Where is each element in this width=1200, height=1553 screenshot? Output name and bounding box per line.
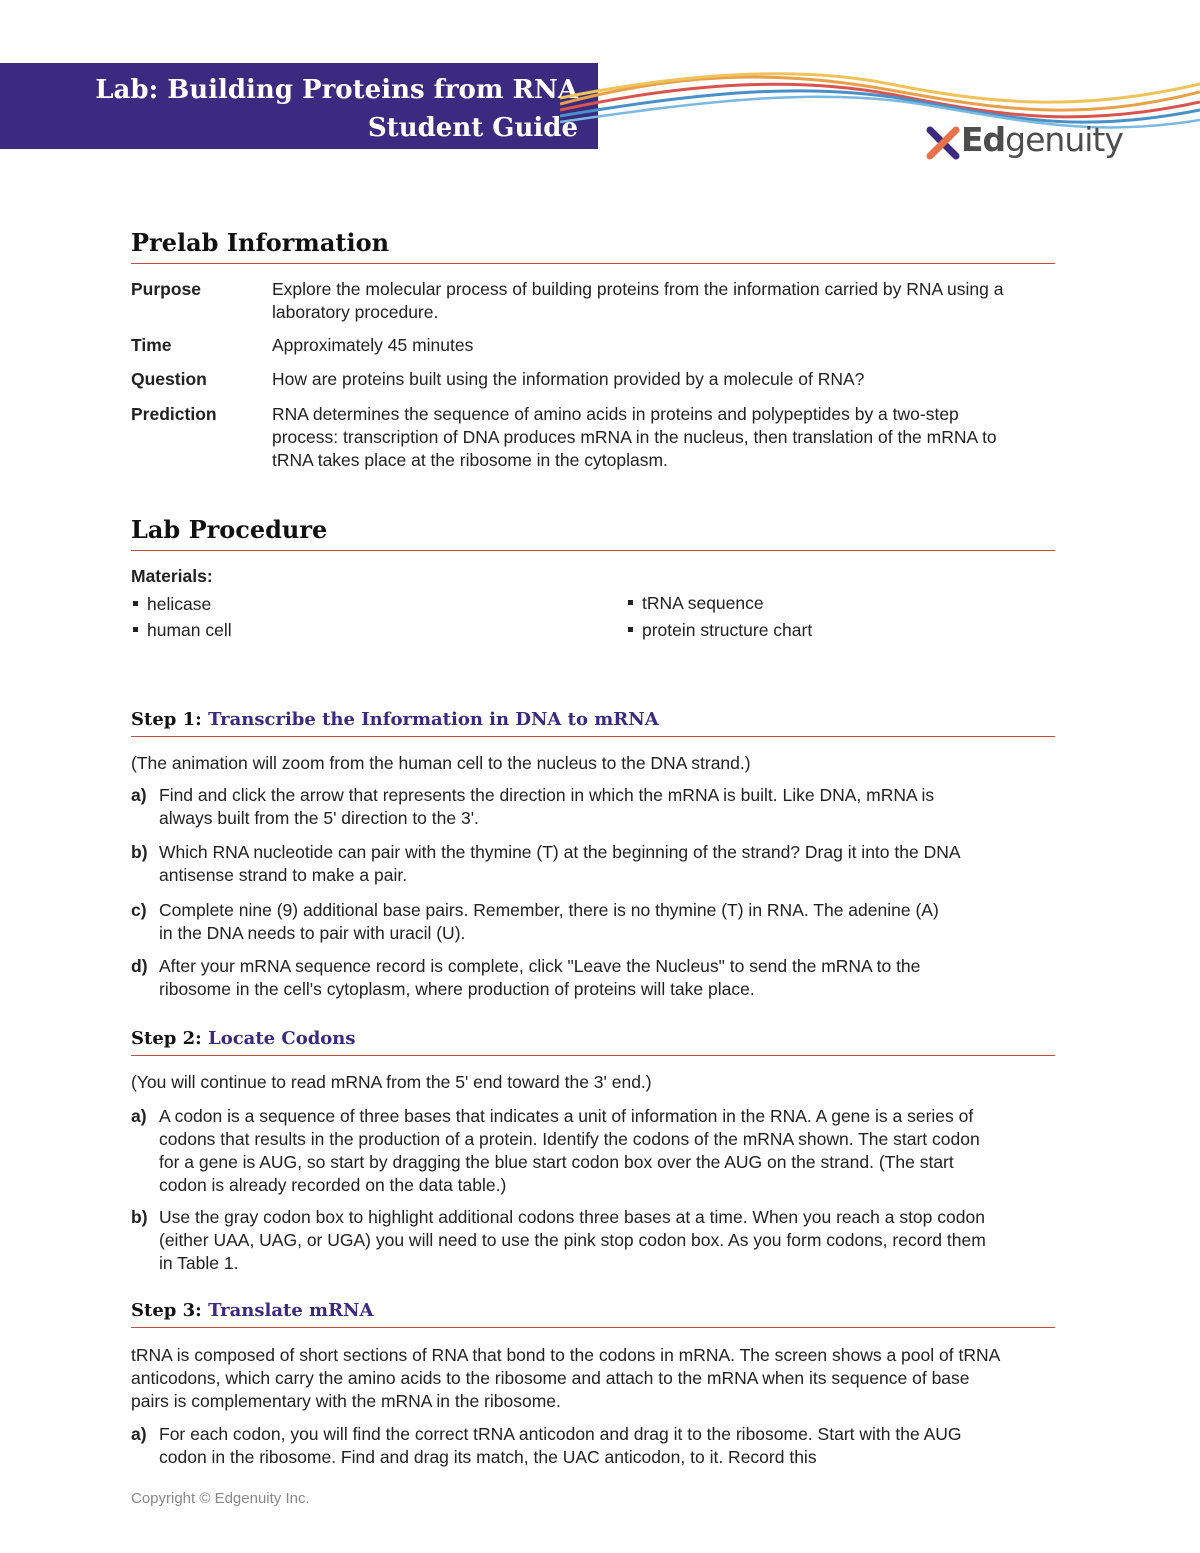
edgenuity-logo (926, 120, 1123, 160)
step-prefix: Step 2: (131, 1028, 209, 1049)
item-letter: a) (131, 785, 147, 805)
prelab-label: Prediction (131, 404, 217, 424)
material-item: protein structure chart (626, 619, 812, 642)
logo-text-ed: Ed (961, 120, 1006, 159)
prelab-label: Purpose (131, 279, 202, 299)
step-1-heading (131, 709, 1055, 737)
prelab-value: Explore the molecular process of building proteins from the information carried by RNA using a laboratory procedure. (272, 279, 1004, 322)
item-text: A codon is a sequence of three bases that indicates a unit of information in the RNA. A gene is a series of codons that results in the production of a protein. Identify the codons of the mRNA shown. The start codon for a gene is AUG, so start by dragging the blue start codon box over the AUG on the strand. (The start codon is already recorded on the data table.) (159, 1106, 980, 1195)
step-title: Locate Codons (208, 1028, 356, 1049)
item-text: After your mRNA sequence record is complete, click "Leave the Nucleus" to send the mRNA to the ribosome in the cell's cytoplasm, where production of proteins will take place. (159, 956, 921, 999)
step-3-intro: tRNA is composed of short sections of RNA that bond to the codons in mRNA. The screen shows a pool of tRNA anticodons, which carry the amino acids to the ribosome and attach to the mRNA when its sequence of base pairs is complementary with the mRNA in the ribosome. (131, 1345, 1000, 1411)
item-text: Which RNA nucleotide can pair with the thymine (T) at the beginning of the strand? Drag it into the DNA antisense strand to make a pair. (159, 842, 960, 885)
step-title: Transcribe the Information in DNA to mRNA (208, 709, 659, 730)
material-item: human cell (131, 619, 232, 642)
logo-text (961, 120, 1123, 159)
prelab-heading: Prelab Information (131, 228, 1055, 264)
item-letter: c) (131, 900, 147, 920)
material-item: helicase (131, 593, 211, 616)
prelab-label: Time (131, 335, 172, 355)
prelab-value: Approximately 45 minutes (272, 335, 474, 355)
procedure-heading: Lab Procedure (131, 515, 1055, 551)
item-text: Complete nine (9) additional base pairs. Remember, there is no thymine (T) in RNA. The adenine (A) in the DNA needs to pair with uracil (U). (159, 900, 939, 943)
item-letter: a) (131, 1424, 147, 1444)
prelab-value: RNA determines the sequence of amino acids in proteins and polypeptides by a two-step process: transcription of DNA produces mRNA in the nucleus, then translation of the mRNA to tRNA takes place at the ribosome in the cytoplasm. (272, 404, 997, 470)
title-line-1: Lab: Building Proteins from RNA (95, 75, 578, 105)
header-banner (0, 63, 598, 149)
document-title (95, 71, 578, 147)
title-line-2: Student Guide (367, 113, 578, 143)
copyright-footer: Copyright © Edgenuity Inc. (131, 1490, 310, 1507)
step-3-heading (131, 1300, 1055, 1328)
logo-text-rest: genuity (1005, 120, 1123, 159)
item-text: For each codon, you will find the correct tRNA anticodon and drag it to the ribosome. Start with the AUG codon in the ribosome. Find and drag its match, the UAC anticodon, to it. Record this (159, 1424, 962, 1467)
materials-label: Materials: (131, 566, 213, 586)
item-letter: d) (131, 956, 148, 976)
step-2-intro: (You will continue to read mRNA from the 5' end toward the 3' end.) (131, 1072, 652, 1092)
step-title: Translate mRNA (208, 1300, 374, 1321)
step-1-intro: (The animation will zoom from the human cell to the nucleus to the DNA strand.) (131, 753, 751, 773)
item-text: Use the gray codon box to highlight additional codons three bases at a time. When you reach a stop codon (either UAA, UAG, or UGA) you will need to use the pink stop codon box. As you form codons, record them in Table 1. (159, 1207, 986, 1273)
step-prefix: Step 3: (131, 1300, 209, 1321)
step-prefix: Step 1: (131, 709, 209, 730)
prelab-label: Question (131, 369, 207, 389)
x-logo-icon (926, 126, 960, 160)
item-letter: a) (131, 1106, 147, 1126)
item-letter: b) (131, 1207, 148, 1227)
prelab-value: How are proteins built using the information provided by a molecule of RNA? (272, 369, 865, 389)
item-text: Find and click the arrow that represents the direction in which the mRNA is built. Like DNA, mRNA is always built from the 5' direction to the 3'. (159, 785, 935, 828)
material-item: tRNA sequence (626, 592, 764, 615)
step-2-heading (131, 1028, 1055, 1056)
item-letter: b) (131, 842, 148, 862)
